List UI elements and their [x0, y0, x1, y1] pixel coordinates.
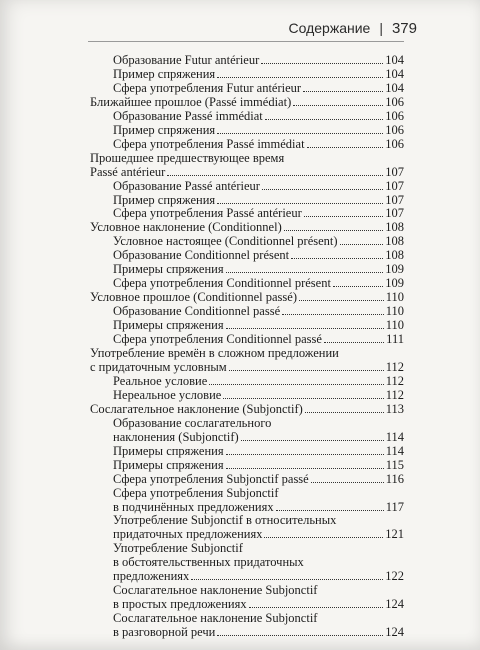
toc-entry-line	[113, 445, 404, 459]
toc-page-number: 106	[385, 108, 404, 123]
table-of-contents	[90, 54, 404, 640]
toc-entry-line	[113, 54, 404, 68]
toc-entry	[90, 319, 404, 333]
toc-entry-title: Реальное условие	[113, 373, 208, 388]
toc-entry	[90, 514, 404, 542]
toc-page-number: 117	[385, 499, 404, 514]
toc-entry-title: Сфера употребления Passé antérieur	[113, 206, 302, 221]
dot-leader	[209, 375, 383, 385]
toc-page-number: 112	[385, 387, 404, 402]
toc-entry-line	[113, 249, 404, 263]
toc-entry	[90, 333, 404, 347]
toc-entry-line	[90, 291, 404, 305]
toc-entry-line	[113, 626, 404, 640]
toc-entry-title: в подчинённых предложениях	[113, 499, 274, 514]
toc-page-number: 122	[385, 569, 404, 584]
toc-page-number: 106	[385, 94, 404, 109]
toc-entry-line	[113, 68, 404, 82]
toc-entry	[90, 180, 404, 194]
toc-entry-title: в простых предложениях	[113, 597, 247, 612]
toc-entry	[90, 487, 404, 515]
toc-entry	[90, 221, 404, 235]
toc-entry	[90, 207, 404, 221]
dot-leader	[303, 82, 383, 92]
toc-entry	[90, 249, 404, 263]
toc-entry-line	[113, 305, 404, 319]
toc-entry-line	[113, 277, 404, 291]
toc-entry	[90, 110, 404, 124]
toc-entry-line	[113, 263, 404, 277]
dot-leader	[276, 501, 384, 511]
toc-entry-line	[113, 528, 404, 542]
toc-entry-title: Образование Passé antérieur	[113, 178, 260, 193]
running-header	[289, 20, 418, 37]
toc-entry-title: Образование сослагательного	[113, 415, 272, 430]
toc-entry-line	[90, 166, 404, 180]
toc-entry-line	[113, 235, 404, 249]
toc-entry-line	[113, 598, 404, 612]
toc-entry-title: Примеры спряжения	[113, 457, 224, 472]
toc-entry-title: в разговорной речи	[113, 625, 216, 640]
toc-entry-title: Пример спряжения	[113, 122, 216, 137]
toc-entry-title: Сфера употребления Futur antérieur	[113, 80, 302, 95]
toc-entry	[90, 389, 404, 403]
toc-entry	[90, 459, 404, 473]
toc-entry	[90, 152, 404, 180]
toc-entry-line	[90, 152, 404, 166]
toc-page-number: 104	[385, 53, 404, 67]
toc-entry-title: Образование Conditionnel présent	[113, 248, 290, 263]
toc-entry-line	[113, 180, 404, 194]
toc-page-number: 116	[385, 471, 404, 486]
toc-page-number: 121	[385, 527, 404, 542]
toc-entry-title: Сослагательное наклонение Subjonctif	[113, 611, 318, 626]
dot-leader	[249, 598, 384, 608]
toc-page-number: 124	[385, 625, 404, 640]
toc-entry-title: Употребление Subjonctif в относительных	[113, 513, 337, 528]
toc-entry-title: Употребление времён в сложном предложении	[90, 346, 339, 361]
toc-page-number: 110	[385, 290, 404, 305]
toc-entry-line	[113, 487, 404, 501]
toc-entry-title: Сфера употребления Subjonctif passé	[113, 471, 309, 486]
toc-entry-line	[113, 459, 404, 473]
dot-leader	[226, 445, 384, 455]
toc-entry	[90, 194, 404, 208]
toc-entry-title: придаточных предложениях	[113, 527, 263, 542]
dot-leader	[333, 277, 383, 287]
toc-entry-line	[113, 194, 404, 208]
toc-entry-line	[90, 221, 404, 235]
dot-leader	[261, 54, 383, 64]
dot-leader	[284, 221, 384, 231]
header-separator: |	[379, 20, 383, 36]
toc-entry-title: Примеры спряжения	[113, 318, 224, 333]
toc-entry-line	[90, 403, 404, 417]
toc-page-number: 110	[385, 318, 404, 333]
toc-entry	[90, 277, 404, 291]
toc-entry-line	[113, 207, 404, 221]
toc-entry-title: Сфера употребления Conditionnel passé	[113, 332, 322, 347]
toc-page-number: 107	[385, 192, 404, 207]
dot-leader	[167, 166, 383, 176]
toc-entry-line	[113, 110, 404, 124]
dot-leader	[264, 528, 383, 538]
toc-entry-line	[113, 375, 404, 389]
dot-leader	[293, 96, 383, 106]
toc-page-number: 112	[385, 373, 404, 388]
header-rule	[88, 41, 404, 42]
toc-entry-title: Сослагательное наклонение Subjonctif	[113, 583, 318, 598]
toc-page-number: 107	[385, 206, 404, 221]
toc-entry-line	[113, 501, 404, 515]
toc-entry	[90, 375, 404, 389]
toc-entry	[90, 542, 404, 584]
toc-entry-line	[113, 319, 404, 333]
toc-entry-title: Сфера употребления Passé immédiat	[113, 136, 305, 151]
toc-entry-title: Passé antérieur	[90, 164, 166, 179]
toc-page-number: 114	[385, 429, 404, 444]
toc-entry-title: Образование Passé immédiat	[113, 108, 263, 123]
toc-page-number: 115	[385, 457, 404, 472]
toc-entry-title: предложениях	[113, 569, 190, 584]
toc-entry-title: Примеры спряжения	[113, 443, 224, 458]
toc-entry	[90, 347, 404, 375]
toc-page-number: 108	[385, 234, 404, 249]
dot-leader	[299, 291, 384, 301]
toc-entry	[90, 263, 404, 277]
toc-entry-title: наклонения (Subjonctif)	[113, 429, 239, 444]
toc-entry-title: Пример спряжения	[113, 66, 216, 81]
toc-page-number: 111	[386, 332, 404, 347]
toc-page-number: 108	[385, 248, 404, 263]
dot-leader	[262, 180, 383, 190]
toc-page-number: 124	[385, 597, 404, 612]
dot-leader	[229, 361, 384, 371]
toc-entry-line	[113, 389, 404, 403]
toc-entry	[90, 54, 404, 68]
toc-entry	[90, 291, 404, 305]
toc-entry	[90, 138, 404, 152]
toc-entry-line	[113, 333, 404, 347]
toc-entry-line	[113, 124, 404, 138]
dot-leader	[226, 459, 384, 469]
toc-page-number: 112	[385, 359, 404, 374]
dot-leader	[291, 249, 383, 259]
dot-leader	[282, 305, 384, 315]
toc-page-number: 107	[385, 178, 404, 193]
toc-entry-title: в обстоятельственных придаточных	[113, 555, 304, 570]
toc-entry-title: Условное наклонение (Conditionnel)	[90, 220, 282, 235]
dot-leader	[226, 319, 384, 329]
dot-leader	[305, 403, 384, 413]
toc-entry-title: Образование Futur antérieur	[113, 53, 260, 67]
toc-page-number: 109	[385, 276, 404, 291]
toc-page-number: 108	[385, 220, 404, 235]
toc-entry-title: Образование Conditionnel passé	[113, 304, 281, 319]
toc-entry-line	[113, 417, 404, 431]
toc-entry	[90, 584, 404, 612]
toc-entry	[90, 612, 404, 640]
toc-entry-line	[113, 612, 404, 626]
dot-leader	[340, 235, 384, 245]
toc-page-number: 110	[385, 304, 404, 319]
toc-entry-line	[113, 570, 404, 584]
toc-entry	[90, 96, 404, 110]
dot-leader	[265, 110, 384, 120]
dot-leader	[241, 431, 384, 441]
toc-entry	[90, 417, 404, 445]
toc-page-number: 113	[385, 401, 404, 416]
header-page-number: 379	[391, 20, 417, 37]
toc-entry-title: Нереальное условие	[113, 387, 222, 402]
toc-entry-title: Условное настоящее (Conditionnel présent)	[113, 234, 338, 249]
toc-entry	[90, 305, 404, 319]
toc-entry-line	[90, 347, 404, 361]
dot-leader	[191, 570, 383, 580]
toc-entry-line	[113, 431, 404, 445]
dot-leader	[217, 194, 383, 204]
toc-entry-title: Условное прошлое (Conditionnel passé)	[90, 290, 297, 305]
toc-entry-line	[113, 473, 404, 487]
toc-entry	[90, 445, 404, 459]
dot-leader	[307, 138, 384, 148]
toc-page-number: 114	[385, 443, 404, 458]
toc-entry-line	[113, 556, 404, 570]
dot-leader	[311, 473, 384, 483]
dot-leader	[226, 263, 384, 273]
toc-entry	[90, 235, 404, 249]
dot-leader	[217, 68, 383, 78]
toc-entry-line	[113, 138, 404, 152]
toc-entry-title: Употребление Subjonctif	[113, 541, 243, 556]
toc-entry	[90, 82, 404, 96]
toc-page-number: 106	[385, 136, 404, 151]
toc-entry-title: Сфера употребления Subjonctif	[113, 485, 279, 500]
toc-page-number: 107	[385, 164, 404, 179]
toc-entry-title: с придаточным условным	[90, 359, 227, 374]
toc-entry	[90, 68, 404, 82]
dot-leader	[304, 207, 383, 217]
toc-entry-line	[113, 514, 404, 528]
dot-leader	[223, 389, 383, 399]
toc-entry-line	[113, 82, 404, 96]
header-title: Содержание	[288, 20, 371, 36]
toc-entry-title: Прошедшее предшествующее время	[90, 150, 285, 165]
dot-leader	[217, 124, 383, 134]
toc-entry-title: Ближайшее прошлое (Passé immédiat)	[90, 94, 292, 109]
toc-page-number: 106	[385, 122, 404, 137]
toc-page-number: 104	[385, 66, 404, 81]
dot-leader	[324, 333, 384, 343]
toc-entry-title: Пример спряжения	[113, 192, 216, 207]
toc-entry-title: Сфера употребления Conditionnel présent	[113, 276, 331, 291]
toc-page-number: 109	[385, 262, 404, 277]
toc-entry	[90, 473, 404, 487]
toc-page-number: 104	[385, 80, 404, 95]
toc-entry	[90, 403, 404, 417]
toc-entry-line	[113, 584, 404, 598]
toc-entry-line	[90, 361, 404, 375]
toc-entry	[90, 124, 404, 138]
toc-entry-title: Примеры спряжения	[113, 262, 224, 277]
toc-entry-title: Сослагательное наклонение (Subjonctif)	[90, 401, 303, 416]
toc-entry-line	[113, 542, 404, 556]
dot-leader	[217, 626, 383, 636]
toc-entry-line	[90, 96, 404, 110]
